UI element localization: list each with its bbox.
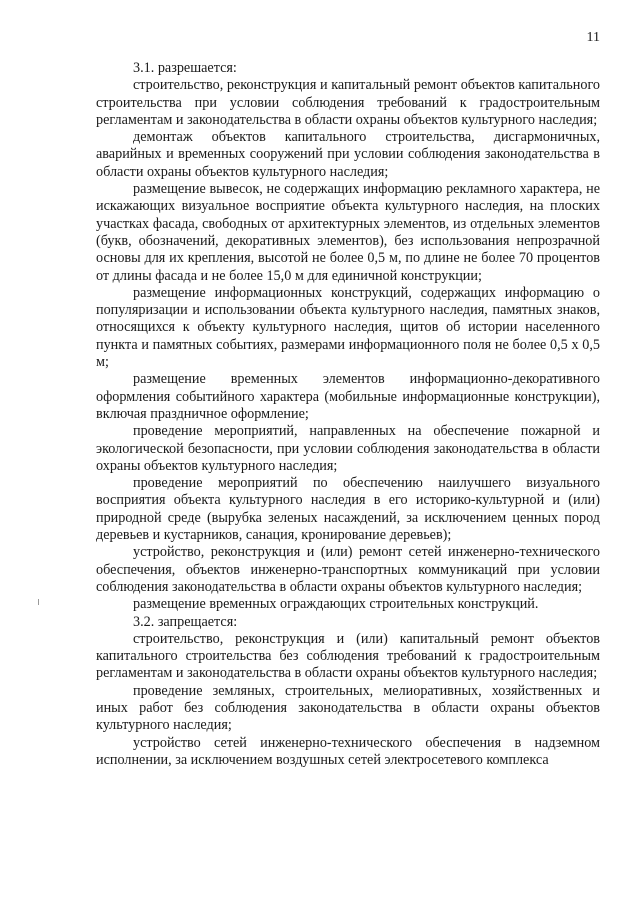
paragraph: размещение вывесок, не содержащих информацию рекламного характера, не искажающих визуальное восприятие объекта культурного наследия, на плоских участках фасада, свободных от архитектурных элементов, из отдельных элементов (букв, обозначений, декоративных элементов), без использования непрозрачной основы для их крепления, высотой не более 0,5 м, по длине не более 70 процентов от длины фасада и не более 15,0 м для единичной конструкции; <box>96 181 600 284</box>
section-heading-3-1: 3.1. разрешается: <box>133 60 237 76</box>
section-heading-3-2: 3.2. запрещается: <box>133 613 238 630</box>
paragraph: строительство, реконструкция и капитальный ремонт объектов капитального строительства при условии соблюдения требований к градостроительным регламентам и законодательства в области охраны объектов культурного наследия; <box>96 77 600 128</box>
paragraph: проведение земляных, строительных, мелиоративных, хозяйственных и иных работ без соблюдения законодательства в области охраны объектов культурного наследия; <box>96 682 600 734</box>
paragraph: размещение временных элементов информационно-декоративного оформления событийного характера (мобильные информационные конструкции), включая праздничное оформление; <box>96 371 600 422</box>
paragraph: размещение информационных конструкций, содержащих информацию о популяризации и использовании объекта культурного наследия, памятных знаков, относящихся к объекту культурного наследия, щитов об истории населенного пункта и памятных событиях, размерами информационного поля не более 0,5 х 0,5 м; <box>96 284 600 371</box>
paragraph: проведение мероприятий по обеспечению наилучшего визуального восприятия объекта культурного наследия в его историко-культурной и (или) природной среде (вырубка зеленых насаждений, за исключением ценных пород деревьев и кустарников, санация, кронирование деревьев); <box>96 475 600 544</box>
scan-margin-mark <box>38 599 39 605</box>
paragraph: размещение временных ограждающих строительных конструкций. <box>133 596 539 613</box>
paragraph: проведение мероприятий, направленных на обеспечение пожарной и экологической безопасности, при условии соблюдения законодательства в области охраны объектов культурного наследия; <box>96 423 600 474</box>
paragraph: демонтаж объектов капитального строительства, дисгармоничных, аварийных и временных сооружений при условии соблюдения законодательства в области охраны объектов культурного наследия; <box>96 129 600 180</box>
paragraph: устройство сетей инженерно-технического обеспечения в надземном исполнении, за исключением воздушных сетей электросетевого комплекса <box>96 734 600 768</box>
page-number: 11 <box>586 30 600 45</box>
document-body <box>96 60 600 769</box>
paragraph: устройство, реконструкция и (или) ремонт сетей инженерно-технического обеспечения, объектов инженерно-транспортных коммуникаций при условии соблюдения законодательства в области охраны объектов культурного наследия; <box>96 544 600 595</box>
paragraph: строительство, реконструкция и (или) капитальный ремонт объектов капитального строительства без соблюдения требований к градостроительным регламентам и законодательства в области охраны объектов культурного наследия; <box>96 630 600 682</box>
